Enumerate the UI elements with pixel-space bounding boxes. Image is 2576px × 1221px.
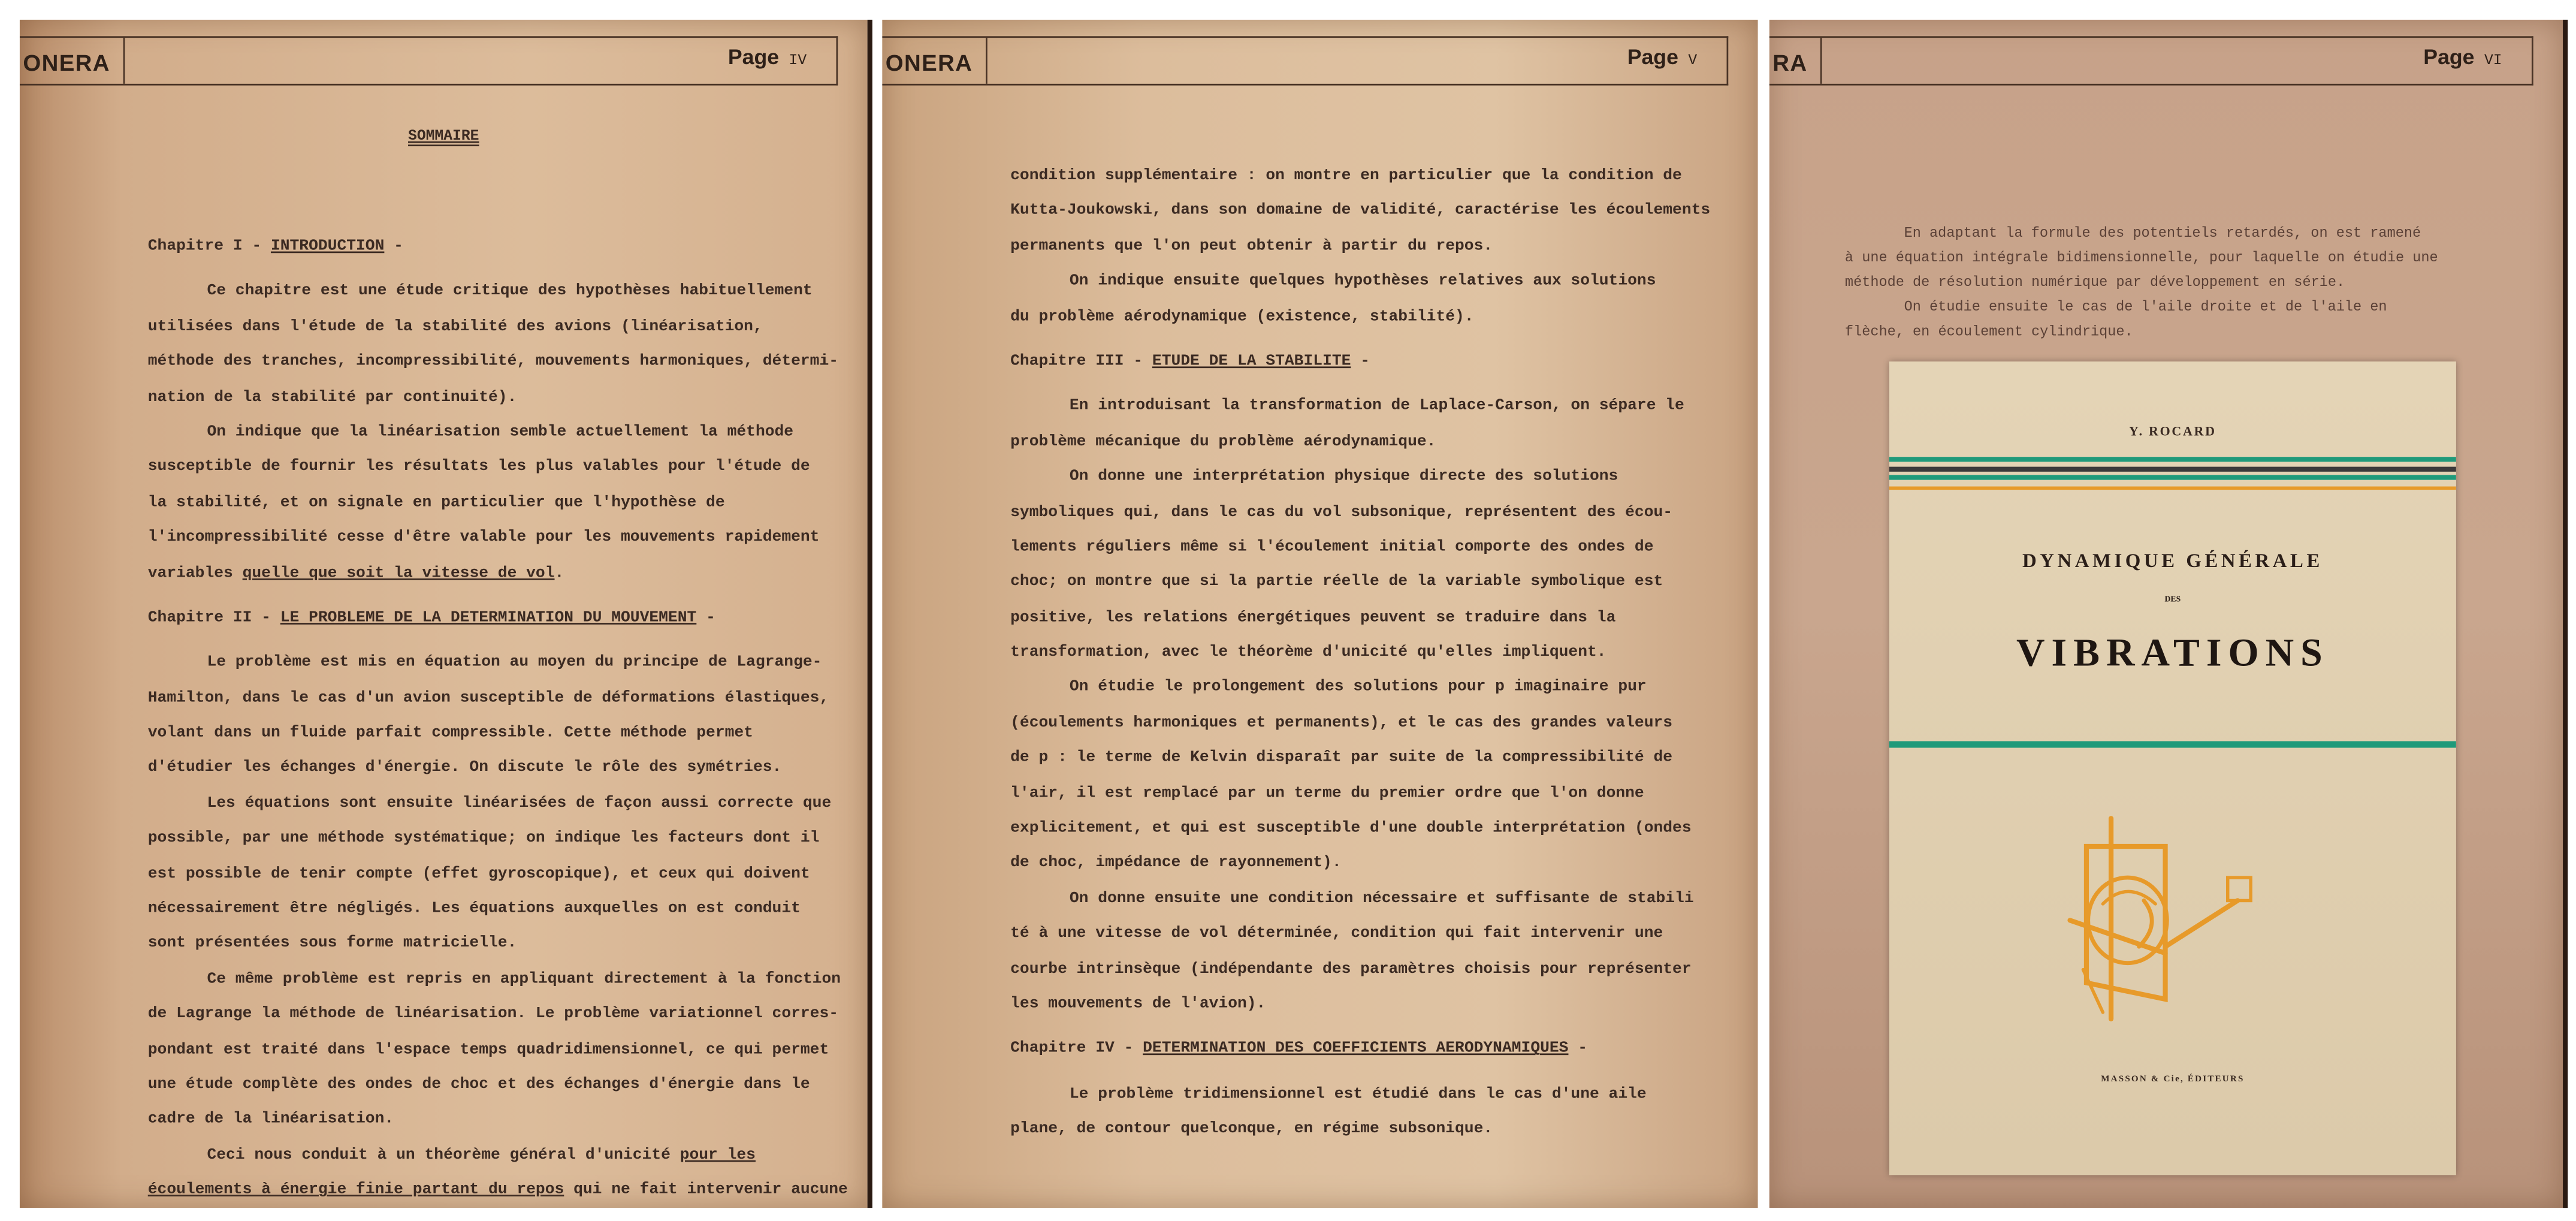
text-line	[1010, 670, 1710, 705]
green-stripe	[1889, 457, 2456, 462]
text-segment: En adaptant la formule des potentiels retardés, on est ramené	[1904, 225, 2421, 242]
text-segment: les mouvements de l'avion).	[1010, 994, 1266, 1012]
text-line	[1010, 845, 1710, 881]
text-line	[1010, 158, 1710, 193]
text-line	[148, 520, 848, 555]
text-segment: On étudie ensuite le cas de l'aile droite et de l'aile en	[1904, 299, 2387, 316]
text-segment: -	[1568, 1039, 1588, 1057]
text-segment: positive, les relations énergétiques peuvent se traduire dans la	[1010, 607, 1616, 626]
text-line	[148, 645, 848, 680]
text-segment: Chapitre I -	[147, 236, 271, 255]
text-segment: On donne une interprétation physique directe des solutions	[1069, 466, 1618, 486]
page-title: SOMMAIRE	[408, 128, 479, 145]
text-line	[1010, 494, 1710, 529]
text-line	[148, 1066, 848, 1102]
page-number-value: VI	[2484, 52, 2502, 70]
text-segment: utilisées dans l'étude de la stabilité des avions (linéarisation,	[147, 316, 763, 335]
text-line	[148, 1102, 848, 1137]
document-page-vi	[1769, 20, 2568, 1208]
text-segment: Chapitre III -	[1010, 351, 1152, 370]
text-segment: lements réguliers même si l'écoulement initial comporte des ondes de	[1010, 537, 1654, 556]
text-line	[1010, 529, 1710, 565]
text-line	[148, 961, 848, 996]
text-line	[148, 554, 848, 590]
text-segment: -	[1351, 351, 1370, 370]
text-line	[1010, 810, 1710, 846]
text-line	[148, 1032, 848, 1067]
text-segment: transformation, avec le théorème d'unicité qu'elles impliquent.	[1010, 643, 1606, 661]
underlined-text: INTRODUCTION	[270, 236, 385, 255]
text-segment: En introduisant la transformation de Laplace-Carson, on sépare le	[1069, 396, 1684, 415]
text-line	[148, 309, 848, 344]
green-stripe	[1889, 475, 2456, 480]
text-line	[1010, 228, 1710, 263]
text-line	[148, 273, 848, 309]
text-segment: cadre de la linéarisation.	[147, 1110, 394, 1128]
dark-stripe	[1889, 467, 2456, 471]
underlined-text: ETUDE DE LA STABILITE	[1152, 351, 1351, 370]
text-line	[1010, 599, 1710, 635]
text-line	[148, 1172, 848, 1207]
page-number-value: IV	[789, 52, 807, 70]
text-segment: susceptible de fournir les résultats les plus valables pour l'étude de	[147, 457, 810, 476]
text-line	[1010, 193, 1710, 228]
text-line	[1010, 263, 1710, 299]
text-line	[1010, 775, 1710, 810]
text-segment: On indique ensuite quelques hypothèses relatives aux solutions	[1069, 271, 1656, 290]
orange-stripe	[1889, 487, 2456, 490]
text-segment: méthode de résolution numérique par développement en série.	[1844, 274, 2345, 291]
text-segment: Ce chapitre est une étude critique des hypothèses habituellement	[207, 281, 813, 300]
text-line	[148, 891, 848, 926]
text-segment: du problème aérodynamique (existence, stabilité).	[1010, 306, 1474, 325]
document-page-v	[882, 20, 1757, 1208]
text-segment: volant dans un fluide parfait compressible. Cette méthode permet	[147, 723, 753, 741]
text-segment: possible, par une méthode systématique; on indique les facteurs dont il	[147, 828, 820, 847]
text-segment: choc; on montre que si la partie réelle de la variable symbolique est	[1010, 572, 1663, 591]
text-segment: On indique que la linéarisation semble actuellement la méthode	[207, 422, 794, 441]
underlined-text: DETERMINATION DES COEFFICIENTS AERODYNAMIQUES	[1143, 1039, 1569, 1057]
text-segment: .	[554, 563, 564, 581]
chapter-heading	[1010, 1031, 1710, 1066]
page-label: Page	[727, 44, 780, 70]
underlined-text: LE PROBLEME DE LA DETERMINATION DU MOUVEMENT	[280, 608, 697, 626]
page-text	[1845, 222, 2438, 345]
chapter-heading	[148, 228, 848, 264]
text-segment: une étude complète des ondes de choc et des échanges d'énergie dans le	[147, 1075, 810, 1093]
text-line	[1010, 299, 1710, 334]
text-line	[1010, 1111, 1710, 1147]
text-line	[1010, 1076, 1710, 1111]
text-line	[1010, 635, 1710, 670]
text-line	[1010, 881, 1710, 916]
text-segment: symboliques qui, dans le cas du vol subsonique, représentent des écou-	[1010, 502, 1673, 520]
text-line	[148, 715, 848, 750]
page-label: Page	[2423, 44, 2475, 70]
text-line	[148, 1137, 848, 1172]
text-segment: nécessairement être négligés. Les équations auxquelles on est conduit	[147, 899, 801, 917]
page-label: Page	[1627, 44, 1678, 70]
text-segment: problème mécanique du problème aérodynamique.	[1010, 432, 1436, 450]
book-author: Y. ROCARD	[2129, 424, 2216, 439]
text-line	[148, 343, 848, 379]
page-header	[20, 36, 838, 85]
text-segment: Chapitre II -	[147, 608, 280, 626]
text-segment: est possible de tenir compte (effet gyroscopique), et ceux qui doivent	[147, 864, 810, 882]
text-segment: d'étudier les échanges d'énergie. On discute le rôle des symétries.	[147, 758, 782, 777]
text-segment: à une équation intégrale bidimensionnelle, pour laquelle on étudie une	[1844, 249, 2438, 267]
page-header	[882, 36, 1728, 85]
text-segment: qui ne fait intervenir aucune	[564, 1180, 848, 1199]
text-segment: Hamilton, dans le cas d'un avion susceptible de déformations élastiques,	[147, 688, 829, 707]
text-segment: permanents que l'on peut obtenir à partir du repos.	[1010, 236, 1493, 255]
text-segment: l'air, il est remplacé par un terme du premier ordre que l'on donne	[1010, 783, 1644, 801]
org-logo: ONERA	[20, 38, 125, 84]
text-segment: Chapitre IV -	[1010, 1039, 1143, 1057]
text-segment: -	[384, 236, 403, 255]
book-publisher: MASSON & Cie, ÉDITEURS	[2101, 1075, 2245, 1085]
text-segment: Les équations sont ensuite linéarisées de façon aussi correcte que	[207, 793, 832, 812]
text-segment: Le problème est mis en équation au moyen du principe de Lagrange-	[207, 653, 822, 671]
book-cover-image	[1889, 361, 2456, 1175]
text-segment: méthode des tranches, incompressibilité, mouvements harmoniques, détermi-	[147, 352, 839, 370]
text-line	[148, 449, 848, 484]
text-segment: -	[696, 608, 715, 626]
text-line	[1010, 459, 1710, 494]
text-line	[1845, 222, 2438, 246]
text-line	[148, 414, 848, 450]
page-number-value: V	[1688, 52, 1698, 70]
document-page-iv	[20, 20, 872, 1208]
text-line	[1845, 296, 2438, 321]
gyroscope-illustration	[2053, 805, 2284, 1035]
text-segment: pondant est traité dans l'espace temps quadridimensionnel, ce qui permet	[147, 1039, 829, 1058]
text-line	[148, 996, 848, 1032]
text-line	[148, 484, 848, 520]
org-logo: ONERA	[882, 38, 987, 84]
text-line	[1010, 424, 1710, 459]
text-line	[148, 821, 848, 856]
page-header	[1769, 36, 2533, 85]
text-line	[1010, 951, 1710, 986]
page-number	[1627, 44, 1697, 69]
text-segment: (écoulements harmoniques et permanents), et le cas des grandes valeurs	[1010, 713, 1673, 731]
text-line	[148, 379, 848, 414]
chapter-heading	[1010, 343, 1710, 379]
page-text	[1010, 158, 1710, 1146]
text-segment: courbe intrinsèque (indépendante des paramètres choisis pour représenter	[1010, 959, 1692, 978]
text-segment: l'incompressibilité cesse d'être valable pour les mouvements rapidement	[147, 527, 820, 546]
underlined-text: écoulements à énergie finie partant du repos	[147, 1180, 564, 1199]
text-segment: explicitement, et qui est susceptible d'une double interprétation (ondes	[1010, 818, 1692, 837]
text-segment: Kutta-Joukowski, dans son domaine de validité, caractérise les écoulements	[1010, 201, 1711, 219]
text-segment: nation de la stabilité par continuité).	[147, 387, 517, 406]
text-segment: sont présentées sous forme matricielle.	[147, 934, 517, 952]
underlined-text: pour les	[680, 1145, 756, 1163]
text-line	[1845, 271, 2438, 296]
text-line	[148, 855, 848, 891]
page-number	[2423, 44, 2502, 69]
text-segment: de choc, impédance de rayonnement).	[1010, 854, 1342, 872]
text-segment: Ceci nous conduit à un théorème général d'unicité	[207, 1145, 680, 1163]
text-segment: té à une vitesse de vol déterminée, condition qui fait intervenir une	[1010, 924, 1663, 942]
book-title-line1: DYNAMIQUE GÉNÉRALE	[2022, 548, 2323, 572]
text-segment: la stabilité, et on signale en particulier que l'hypothèse de	[147, 492, 725, 511]
text-line	[1010, 916, 1710, 951]
text-segment: plane, de contour quelconque, en régime subsonique.	[1010, 1119, 1493, 1138]
text-line	[148, 750, 848, 786]
text-segment: condition supplémentaire : on montre en particulier que la condition de	[1010, 165, 1682, 185]
green-stripe	[1889, 741, 2456, 747]
text-line	[1010, 740, 1710, 775]
text-segment: de Lagrange la méthode de linéarisation. Le problème variationnel corres-	[147, 1004, 839, 1023]
book-title-connector: DES	[2164, 596, 2181, 605]
text-line	[1010, 564, 1710, 599]
text-line	[148, 680, 848, 715]
text-line	[1845, 246, 2438, 271]
underlined-text: quelle que soit la vitesse de vol	[242, 563, 555, 581]
text-line	[1010, 388, 1710, 424]
text-segment: Ce même problème est repris en appliquant directement à la fonction	[207, 969, 841, 988]
text-segment: de p : le terme de Kelvin disparaît par suite de la compressibilité de	[1010, 748, 1673, 767]
book-title-line2: VIBRATIONS	[2016, 632, 2329, 676]
text-segment: On étudie le prolongement des solutions pour p imaginaire pur	[1069, 677, 1647, 697]
text-line	[148, 785, 848, 821]
org-logo: RA	[1769, 38, 1822, 84]
text-line	[1010, 986, 1710, 1021]
page-number	[728, 44, 807, 69]
text-segment: flèche, en écoulement cylindrique.	[1844, 324, 2133, 340]
page-text	[148, 219, 848, 1207]
text-segment: On donne ensuite une condition nécessaire et suffisante de stabili	[1069, 888, 1694, 907]
text-segment: Le problème tridimensionnel est étudié dans le cas d'une aile	[1069, 1084, 1647, 1103]
text-line	[1010, 705, 1710, 740]
text-segment: variables	[147, 563, 243, 581]
text-line	[1845, 321, 2438, 345]
text-line	[148, 926, 848, 961]
chapter-heading	[148, 599, 848, 635]
